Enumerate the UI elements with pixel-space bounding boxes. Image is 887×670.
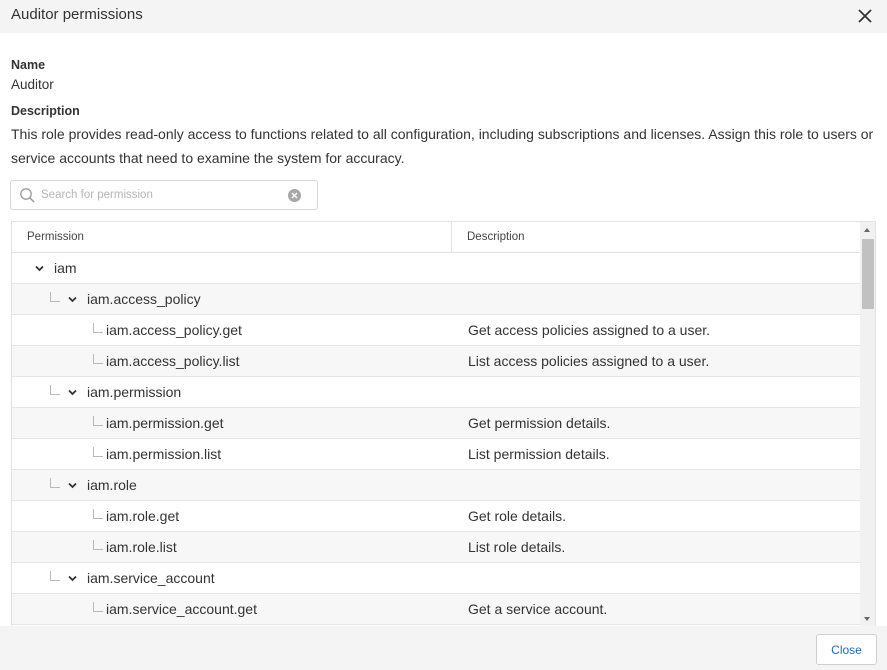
name-value: Auditor — [11, 77, 54, 92]
vertical-scrollbar[interactable] — [860, 222, 876, 626]
scroll-up-arrow-icon[interactable] — [864, 228, 870, 232]
scrollbar-thumb[interactable] — [862, 239, 874, 309]
table-row[interactable] — [12, 563, 860, 594]
permission-description: List role details. — [468, 539, 566, 555]
table-row[interactable] — [12, 346, 860, 377]
scroll-down-arrow-icon[interactable] — [864, 617, 870, 621]
permissions-table — [11, 221, 876, 626]
permission-description: Get role details. — [468, 508, 567, 524]
column-header-description[interactable]: Description — [467, 231, 525, 243]
clear-icon[interactable] — [287, 188, 302, 203]
permission-name: iam.role.get — [106, 508, 180, 524]
dialog-header — [0, 0, 887, 33]
permission-name: iam.service_account.get — [106, 601, 257, 617]
dialog-footer — [0, 626, 887, 670]
dialog-title: Auditor permissions — [11, 6, 143, 23]
tree-connector — [50, 385, 60, 395]
permission-name: iam.role.list — [106, 539, 177, 555]
permission-name: iam.access_policy — [87, 291, 201, 307]
close-button[interactable]: Close — [816, 634, 877, 665]
table-row[interactable] — [12, 284, 860, 315]
column-divider — [451, 222, 452, 253]
table-row[interactable] — [12, 439, 860, 470]
tree-connector — [93, 447, 103, 457]
permission-name: iam.permission.list — [106, 446, 222, 462]
tree-connector — [93, 602, 103, 612]
permission-name: iam.access_policy.get — [106, 322, 242, 338]
table-header — [12, 222, 860, 253]
tree-connector — [50, 478, 60, 488]
description-value: This role provides read-only access to functions related to all configuration, including subscriptions and licenses. Assign this role to users or service accounts that need to examine the system for accuracy. — [11, 126, 874, 166]
table-row[interactable] — [12, 532, 860, 563]
name-label: Name — [11, 58, 46, 72]
table-row[interactable] — [12, 594, 860, 625]
table-row[interactable] — [12, 377, 860, 408]
permission-description: Get a service account. — [468, 601, 608, 617]
permission-name: iam.permission — [87, 384, 182, 400]
permission-name: iam — [54, 260, 77, 276]
chevron-down-icon[interactable] — [67, 294, 78, 305]
chevron-down-icon[interactable] — [67, 480, 78, 491]
permission-description: Get access policies assigned to a user. — [468, 322, 711, 338]
tree-connector — [93, 323, 103, 333]
permission-description: Get permission details. — [468, 415, 611, 431]
table-row[interactable] — [12, 253, 860, 284]
table-row[interactable] — [12, 315, 860, 346]
tree-connector — [93, 416, 103, 426]
chevron-down-icon[interactable] — [34, 263, 45, 274]
search-icon — [19, 187, 36, 204]
table-body — [12, 253, 860, 625]
tree-connector — [50, 292, 60, 302]
table-row[interactable] — [12, 408, 860, 439]
table-row[interactable] — [12, 501, 860, 532]
tree-connector — [93, 540, 103, 550]
search-input[interactable] — [41, 185, 286, 205]
permission-description: List permission details. — [468, 446, 610, 462]
description-label: Description — [11, 104, 80, 118]
tree-connector — [93, 509, 103, 519]
tree-connector — [93, 354, 103, 364]
permission-description: List access policies assigned to a user. — [468, 353, 710, 369]
permission-name: iam.service_account — [87, 570, 215, 586]
chevron-down-icon[interactable] — [67, 573, 78, 584]
permission-name: iam.permission.get — [106, 415, 224, 431]
permission-name: iam.role — [87, 477, 137, 493]
table-row[interactable] — [12, 470, 860, 501]
permission-name: iam.access_policy.list — [106, 353, 240, 369]
search-box — [10, 180, 318, 210]
close-icon[interactable] — [855, 6, 875, 26]
column-header-permission[interactable]: Permission — [27, 231, 84, 243]
tree-connector — [50, 571, 60, 581]
chevron-down-icon[interactable] — [67, 387, 78, 398]
